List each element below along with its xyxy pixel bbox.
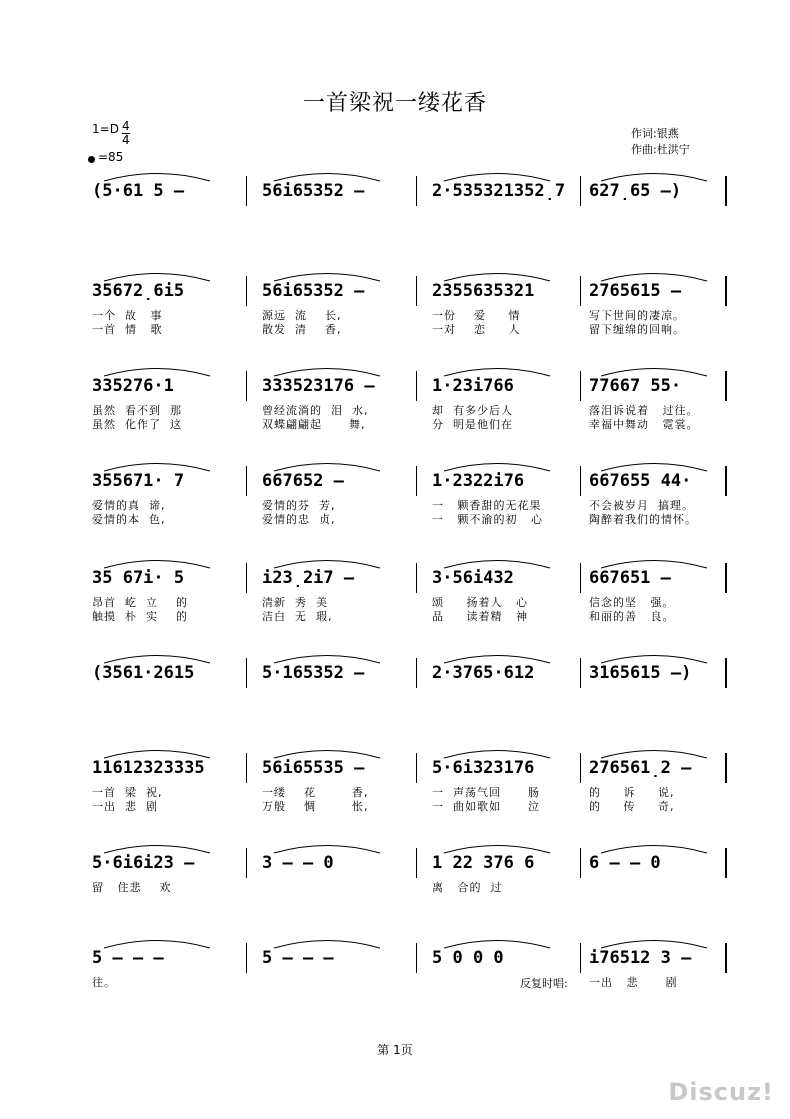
barline (416, 371, 417, 401)
slur-mark (102, 842, 212, 854)
slur-mark (442, 365, 552, 377)
slur-curve (444, 656, 550, 664)
barline (416, 943, 417, 973)
repeat-label: 反复时唱: (520, 977, 568, 990)
slur-curve (444, 369, 550, 377)
slur-mark (442, 937, 552, 949)
slur-mark (102, 747, 212, 759)
time-signature-numerator: 4 (122, 119, 130, 133)
slur-curve (274, 464, 380, 472)
slur-mark (599, 937, 709, 949)
barline (246, 371, 247, 401)
measure-notes: 5 – – – (262, 948, 334, 968)
lyric-line: 虽然 看不到 那 (92, 404, 182, 417)
barline (246, 276, 247, 306)
measure-notes: 3 – – 0 (262, 853, 334, 873)
lyric-line: 和丽的善 良。 (589, 610, 675, 623)
barline (246, 563, 247, 593)
slur-curve (601, 274, 707, 282)
measure-notes: 5·6i323176 (432, 758, 535, 778)
slur-curve (274, 174, 380, 182)
measure-notes: 667651 – (589, 568, 671, 588)
barline (580, 371, 581, 401)
measure-notes: i23̣2i7 – (262, 568, 355, 588)
slur-mark (272, 170, 382, 182)
slur-mark (272, 557, 382, 569)
barline (416, 276, 417, 306)
barline (725, 563, 727, 593)
lyric-line: 不会被岁月 搞理。 (589, 499, 694, 512)
measure-notes: 6 – – 0 (589, 853, 661, 873)
barline (246, 943, 247, 973)
slur-mark (599, 652, 709, 664)
measure-notes: 35672̣6i5 (92, 281, 185, 301)
slur-curve (601, 464, 707, 472)
barline (416, 176, 417, 206)
lyric-line: 一出 悲 剧 (92, 800, 158, 813)
lyric-line: 一份 爱 情 (432, 309, 521, 322)
barline (725, 371, 727, 401)
slur-mark (442, 652, 552, 664)
slur-mark (599, 170, 709, 182)
lyric-line: 写下世间的凄凉。 (589, 309, 685, 322)
slur-mark (272, 270, 382, 282)
lyric-line: 一 曲如歌如 泣 (432, 800, 540, 813)
slur-curve (104, 656, 210, 664)
measure-notes: 1·2322i76 (432, 471, 525, 491)
slur-curve (104, 464, 210, 472)
barline (416, 658, 417, 688)
barline (725, 176, 727, 206)
barline (580, 753, 581, 783)
lyric-line: 留下缠绵的回响。 (589, 323, 685, 336)
measure-notes: 2·3765·612 (432, 663, 535, 683)
slur-curve (444, 751, 550, 759)
barline (725, 658, 727, 688)
barline (416, 466, 417, 496)
lyric-line: 一缕 花 香, (262, 786, 369, 799)
lyric-line: 留 住悲 欢 (92, 881, 172, 894)
measure-notes: 355671· 7 (92, 471, 185, 491)
lyric-line: 昂首 屹 立 的 (92, 596, 188, 609)
lyric-line: 离 合的 过 (432, 881, 503, 894)
measure-notes: 56i65352 – (262, 281, 365, 301)
lyric-line: 一首 情 歌 (92, 323, 163, 336)
lyric-line: 爱情的忠 贞, (262, 513, 336, 526)
measure-notes: 3165615 –) (589, 663, 692, 683)
slur-curve (104, 369, 210, 377)
measure-notes: 35 67i· 5 (92, 568, 185, 588)
slur-curve (444, 274, 550, 282)
measure-notes: 5·6i6i23 – (92, 853, 195, 873)
slur-mark (442, 270, 552, 282)
lyric-line: 曾经流淌的 泪 水, (262, 404, 369, 417)
lyric-line: 清新 秀 美 (262, 596, 328, 609)
barline (580, 276, 581, 306)
slur-mark (102, 270, 212, 282)
credits (631, 126, 690, 158)
slur-curve (274, 274, 380, 282)
slur-mark (599, 747, 709, 759)
lyric-line: 一个 故 事 (92, 309, 163, 322)
slur-curve (444, 941, 550, 949)
lyric-line: 万般 惆 怅, (262, 800, 369, 813)
lyric-line: 一 声荡气回 肠 (432, 786, 540, 799)
slur-curve (104, 751, 210, 759)
measure-notes: 5·165352 – (262, 663, 365, 683)
slur-curve (601, 751, 707, 759)
slur-mark (272, 652, 382, 664)
watermark-logo: Discuz! (668, 1078, 774, 1106)
slur-curve (104, 561, 210, 569)
slur-mark (599, 460, 709, 472)
barline (580, 176, 581, 206)
slur-curve (444, 174, 550, 182)
slur-curve (601, 846, 707, 854)
slur-mark (599, 365, 709, 377)
lyric-line: 的 传 奇, (589, 800, 675, 813)
slur-curve (601, 656, 707, 664)
time-signature-denominator: 4 (122, 133, 130, 147)
slur-mark (102, 652, 212, 664)
slur-mark (272, 460, 382, 472)
measure-notes: (3561·2615 (92, 663, 195, 683)
barline (246, 753, 247, 783)
measure-notes: 56i65535 – (262, 758, 365, 778)
lyric-line: 爱情的本 色, (92, 513, 166, 526)
lyric-line: 一首 梁 祝, (92, 786, 163, 799)
lyric-line: 爱情的真 谛, (92, 499, 166, 512)
slur-curve (601, 369, 707, 377)
measure-notes: 627̣65 –) (589, 181, 682, 201)
measure-notes: 667655 44· (589, 471, 692, 491)
barline (246, 658, 247, 688)
barline (246, 466, 247, 496)
measure-notes: 3·56i432 (432, 568, 514, 588)
slur-mark (442, 460, 552, 472)
barline (416, 563, 417, 593)
lyric-line: 品 读着精 神 (432, 610, 528, 623)
slur-curve (104, 846, 210, 854)
slur-mark (102, 365, 212, 377)
lyric-line: 爱情的芬 芳, (262, 499, 336, 512)
slur-mark (102, 557, 212, 569)
slur-curve (274, 561, 380, 569)
barline (580, 943, 581, 973)
lyric-line: 洁白 无 瑕, (262, 610, 333, 623)
measure-notes: 5 0 0 0 (432, 948, 504, 968)
slur-curve (444, 561, 550, 569)
measure-notes: 56i65352 – (262, 181, 365, 201)
measure-notes: 2·535321352̣7 (432, 181, 566, 201)
measure-notes: 2765615 – (589, 281, 682, 301)
lyric-line: 虽然 化作了 这 (92, 418, 182, 431)
key-signature: 1=D (92, 122, 119, 136)
measure-notes: 333523176 – (262, 376, 375, 396)
measure-notes: 1·23i766 (432, 376, 514, 396)
slur-mark (599, 557, 709, 569)
barline (246, 176, 247, 206)
slur-mark (442, 747, 552, 759)
slur-curve (104, 274, 210, 282)
lyric-line: 幸福中舞动 霓裳。 (589, 418, 699, 431)
slur-mark (102, 937, 212, 949)
lyric-line: 触摸 朴 实 的 (92, 610, 188, 623)
slur-mark (272, 365, 382, 377)
lyric-line: 一 颗香甜的无花果 (432, 499, 542, 512)
measure-notes: 276561̣2 – (589, 758, 692, 778)
lyricist: 作词:银燕 (631, 127, 679, 140)
barline (580, 848, 581, 878)
measure-notes: 2355635321 (432, 281, 535, 301)
lyric-line: 分 明是他们在 (432, 418, 513, 431)
slur-curve (601, 174, 707, 182)
slur-mark (272, 842, 382, 854)
measure-notes: 1 22 376 6 (432, 853, 535, 873)
page-footer: 第 1页 (377, 1043, 413, 1057)
quarter-note-icon (88, 156, 95, 163)
slur-curve (274, 941, 380, 949)
lyric-line: 散发 清 香, (262, 323, 342, 336)
measure-notes: 335276·1 (92, 376, 174, 396)
lyric-line: 信念的坚 强。 (589, 596, 675, 609)
barline (725, 466, 727, 496)
slur-mark (599, 842, 709, 854)
lyric-line: 双蝶翩翩起 舞, (262, 418, 366, 431)
slur-curve (601, 941, 707, 949)
tempo-marking (88, 150, 123, 164)
lyric-line: 颂 扬着人 心 (432, 596, 528, 609)
slur-mark (272, 747, 382, 759)
lyric-line: 的 诉 说, (589, 786, 675, 799)
barline (416, 753, 417, 783)
lyric-line: 落泪诉说着 过往。 (589, 404, 699, 417)
barline (580, 563, 581, 593)
slur-curve (274, 656, 380, 664)
slur-curve (601, 561, 707, 569)
lyric-line: 往。 (92, 976, 116, 989)
time-signature (122, 120, 130, 147)
measure-notes: i76512 3 – (589, 948, 692, 968)
barline (725, 753, 727, 783)
lyric-line: 一对 恋 人 (432, 323, 521, 336)
measure-notes: 667652 – (262, 471, 344, 491)
lyric-line: 源远 流 长, (262, 309, 342, 322)
composer: 作曲:杜洪宁 (631, 143, 690, 156)
measure-notes: (5·61 5 – (92, 181, 185, 201)
slur-curve (104, 941, 210, 949)
song-title: 一首梁祝一缕花香 (302, 91, 487, 116)
slur-curve (444, 464, 550, 472)
slur-curve (274, 751, 380, 759)
barline (580, 466, 581, 496)
slur-mark (442, 842, 552, 854)
barline (246, 848, 247, 878)
measure-notes: 11612323335 (92, 758, 205, 778)
slur-mark (102, 460, 212, 472)
lyric-line: 陶醉着我们的情怀。 (589, 513, 697, 526)
slur-mark (442, 557, 552, 569)
measure-notes: 77667 55· (589, 376, 682, 396)
barline (725, 943, 727, 973)
slur-mark (442, 170, 552, 182)
slur-mark (272, 937, 382, 949)
slur-curve (274, 846, 380, 854)
barline (416, 848, 417, 878)
slur-curve (104, 174, 210, 182)
measure-notes: 5 – – – (92, 948, 164, 968)
lyric-line: 却 有多少后人 (432, 404, 513, 417)
barline (725, 848, 727, 878)
slur-curve (274, 369, 380, 377)
barline (580, 658, 581, 688)
barline (725, 276, 727, 306)
lyric-line: 一出 悲 剧 (589, 976, 678, 989)
tempo-value: =85 (98, 150, 124, 164)
slur-mark (599, 270, 709, 282)
lyric-line: 一 颗不渝的初 心 (432, 513, 543, 526)
slur-curve (444, 846, 550, 854)
slur-mark (102, 170, 212, 182)
